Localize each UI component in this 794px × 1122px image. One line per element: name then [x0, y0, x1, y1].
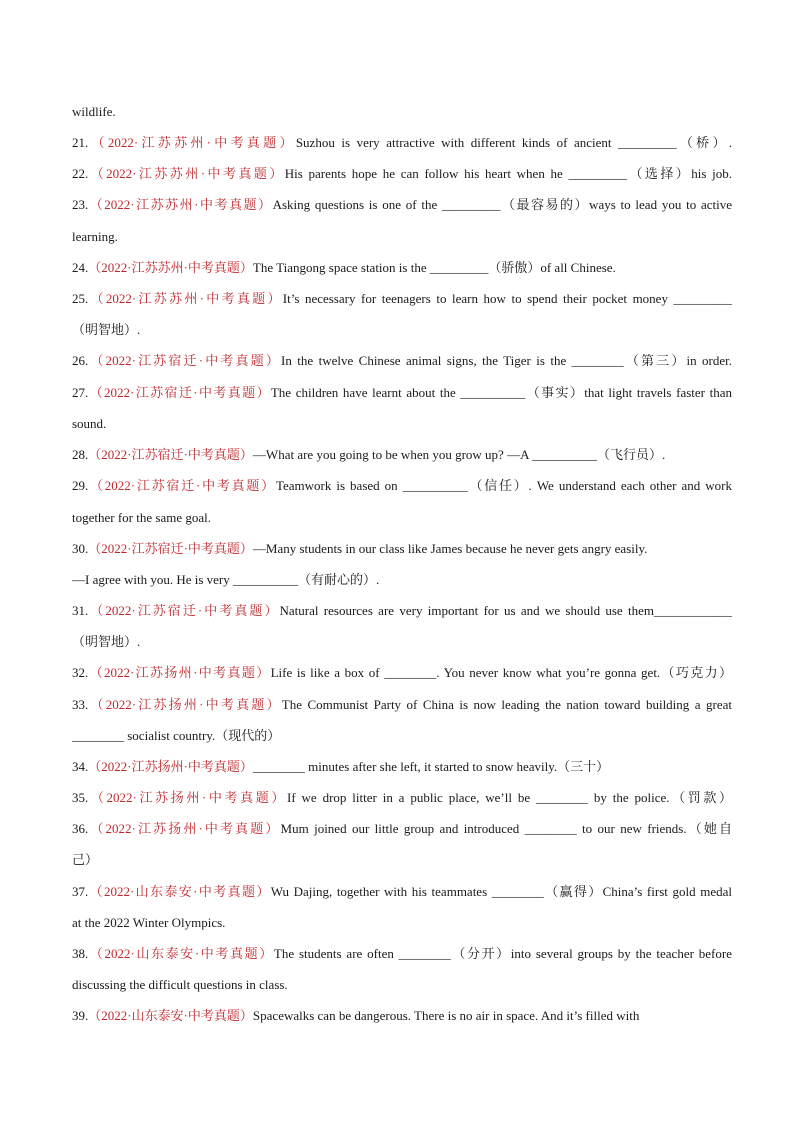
question-source: （2022·江苏宿迁·中考真题）	[88, 478, 276, 493]
question-text: It’s necessary for teenagers to learn how to spend their pocket money _________	[282, 291, 732, 306]
question-text: The students are often ________（分开）into several groups by the teacher before	[273, 946, 732, 961]
question-number: 35.	[72, 790, 89, 805]
text-line: together for the same goal.	[72, 510, 211, 525]
question-text: Wu Dajing, together with his teammates ________（赢得）China’s first gold medal	[270, 884, 732, 899]
question-30	[72, 541, 732, 557]
question-source: （2022·山东泰安·中考真题）	[88, 946, 274, 961]
question-29	[72, 478, 732, 494]
question-25	[72, 291, 732, 307]
question-text: Mum joined our little group and introduced ________ to our new friends.（她自	[280, 821, 732, 836]
question-number: 33.	[72, 697, 89, 712]
question-28	[72, 447, 732, 463]
question-text: Teamwork is based on __________（信任）. We understand each other and work	[275, 478, 732, 493]
question-source: （2022·江苏苏州·中考真题）	[88, 197, 273, 212]
question-number: 38.	[72, 946, 89, 961]
question-number: 22.	[72, 166, 89, 181]
question-source: （2022·江苏扬州·中考真题）	[88, 759, 253, 774]
question-source: （2022·江苏扬州·中考真题）	[88, 697, 282, 712]
question-34	[72, 759, 732, 775]
question-source: （2022·江苏苏州·中考真题）	[88, 291, 283, 306]
text-line: （明智地）.	[72, 322, 141, 337]
question-source: （2022·江苏扬州·中考真题）	[88, 665, 271, 680]
question-text: In the twelve Chinese animal signs, the Tiger is the ________（第三）in order.	[281, 353, 732, 368]
question-33	[72, 697, 732, 713]
text-line: learning.	[72, 229, 118, 244]
question-text: The Communist Party of China is now leading the nation toward building a great	[281, 697, 732, 712]
question-source: （2022·江苏宿迁·中考真题）	[88, 541, 253, 556]
question-32	[72, 665, 732, 681]
question-source: （2022·江苏苏州·中考真题）	[88, 135, 296, 150]
question-number: 31.	[72, 603, 89, 618]
question-source: （2022·江苏宿迁·中考真题）	[88, 353, 282, 368]
question-39	[72, 1008, 732, 1024]
question-22	[72, 166, 732, 182]
question-number: 26.	[72, 353, 89, 368]
question-27	[72, 385, 732, 401]
question-source: （2022·山东泰安·中考真题）	[88, 1008, 253, 1023]
question-number: 36.	[72, 821, 89, 836]
question-source: （2022·江苏扬州·中考真题）	[88, 790, 288, 805]
question-text: His parents hope he can follow his heart when he _________（选择）his job.	[284, 166, 732, 181]
question-number: 32.	[72, 665, 89, 680]
question-text: ________ minutes after she left, it started to snow heavily.（三十）	[252, 759, 610, 774]
question-source: （2022·江苏宿迁·中考真题）	[88, 447, 253, 462]
question-number: 29.	[72, 478, 89, 493]
question-number: 30.	[72, 541, 89, 556]
question-text: —What are you going to be when you grow up? —A __________（飞行员）.	[252, 447, 666, 462]
question-number: 23.	[72, 197, 89, 212]
question-number: 21.	[72, 135, 89, 150]
question-text: The children have learnt about the __________（事实）that light travels faster than	[270, 385, 732, 400]
question-23	[72, 197, 732, 213]
question-37	[72, 884, 732, 900]
text-line: discussing the difficult questions in class.	[72, 977, 288, 992]
question-text: Suzhou is very attractive with different kinds of ancient _________（桥）.	[295, 135, 732, 150]
question-text: —Many students in our class like James because he never gets angry easily.	[252, 541, 648, 556]
text-line: ________ socialist country.（现代的）	[72, 728, 281, 743]
question-source: （2022·江苏扬州·中考真题）	[88, 821, 281, 836]
question-text: The Tiangong space station is the _________（骄傲）of all Chinese.	[252, 260, 616, 275]
question-number: 27.	[72, 385, 89, 400]
question-24	[72, 260, 732, 276]
text-line: sound.	[72, 416, 107, 431]
text-line: wildlife.	[72, 104, 116, 119]
question-text: If we drop litter in a public place, we’ll be ________ by the police.（罚款）	[287, 790, 732, 805]
question-36	[72, 821, 732, 837]
question-text: Life is like a box of ________. You never know what you’re gonna get.（巧克力）	[270, 665, 732, 680]
question-38	[72, 946, 732, 962]
question-number: 34.	[72, 759, 89, 774]
question-31	[72, 603, 732, 619]
question-number: 39.	[72, 1008, 89, 1023]
question-21	[72, 135, 732, 151]
text-line: at the 2022 Winter Olympics.	[72, 915, 226, 930]
question-source: （2022·江苏宿迁·中考真题）	[88, 603, 280, 618]
question-number: 24.	[72, 260, 89, 275]
question-text: Asking questions is one of the _________（最容易的）ways to lead you to active	[272, 197, 732, 212]
question-number: 28.	[72, 447, 89, 462]
question-text: Spacewalks can be dangerous. There is no air in space. And it’s filled with	[252, 1008, 640, 1023]
question-number: 25.	[72, 291, 89, 306]
question-number: 37.	[72, 884, 89, 899]
question-text: Natural resources are very important for us and we should use them____________	[279, 603, 732, 618]
question-26	[72, 353, 732, 369]
question-source: （2022·江苏苏州·中考真题）	[88, 260, 253, 275]
question-source: （2022·江苏宿迁·中考真题）	[88, 385, 271, 400]
question-source: （2022·江苏苏州·中考真题）	[88, 166, 285, 181]
text-line: 己）	[72, 852, 99, 867]
question-source: （2022·山东泰安·中考真题）	[88, 884, 271, 899]
text-line: —I agree with you. He is very __________（有耐心的）.	[72, 572, 380, 587]
question-35	[72, 790, 732, 806]
text-line: （明智地）.	[72, 634, 141, 649]
